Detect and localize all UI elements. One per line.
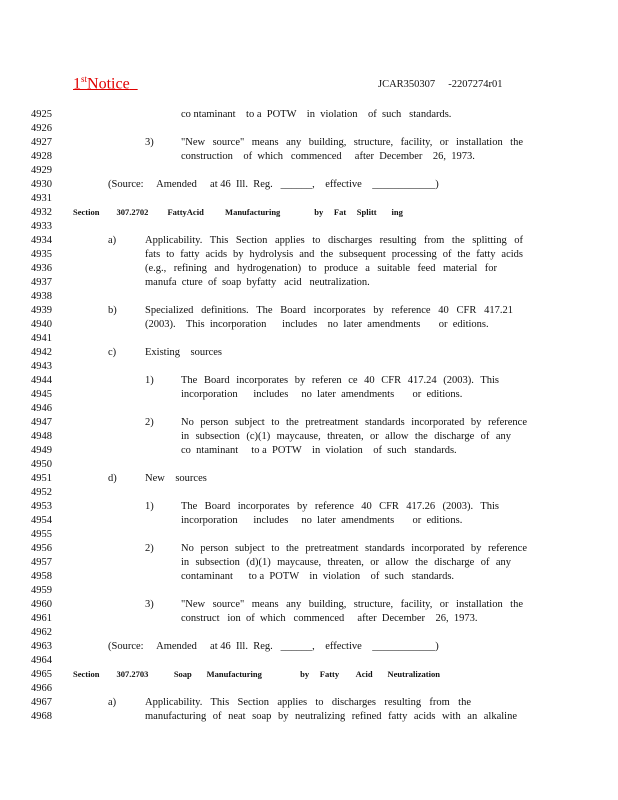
item-number: 2): [145, 543, 154, 554]
line-number: 4935: [31, 249, 52, 260]
line-number: 4962: [31, 627, 52, 638]
line-number: 4934: [31, 235, 52, 246]
line-number: 4945: [31, 389, 52, 400]
notice-label: [73, 74, 138, 93]
subsection-label: a): [108, 697, 117, 708]
line-number: 4932: [31, 207, 52, 218]
line-number: 4930: [31, 179, 52, 190]
body-line: manufacturing of neat soap by neutralizing refined fatty acids with an alkaline: [145, 711, 517, 722]
notice-word: Notice: [87, 75, 130, 93]
line-number: 4925: [31, 109, 52, 120]
body-line: "New source" means any building, structure, facility, or installation the: [181, 137, 523, 148]
line-number: 4959: [31, 585, 52, 596]
line-number: 4968: [31, 711, 52, 722]
subsection-title: New sources: [145, 473, 207, 484]
line-number: 4966: [31, 683, 52, 694]
line-number: 4946: [31, 403, 52, 414]
item-number: 1): [145, 375, 154, 386]
line-number: 4929: [31, 165, 52, 176]
line-number: 4964: [31, 655, 52, 666]
line-number: 4947: [31, 417, 52, 428]
line-number: 4967: [31, 697, 52, 708]
line-number: 4928: [31, 151, 52, 162]
line-number: 4949: [31, 445, 52, 456]
item-number: 3): [145, 599, 154, 610]
line-number: 4951: [31, 473, 52, 484]
line-number: 4963: [31, 641, 52, 652]
body-line: incorporation includes no later amendments or editions.: [181, 389, 463, 400]
line-number: 4927: [31, 137, 52, 148]
subsection-label: b): [108, 305, 117, 316]
subsection-label: a): [108, 235, 117, 246]
line-number: 4942: [31, 347, 52, 358]
item-number: 2): [145, 417, 154, 428]
body-line: (2003). This incorporation includes no later amendments or editions.: [145, 319, 489, 330]
line-number: 4939: [31, 305, 52, 316]
line-number: 4957: [31, 557, 52, 568]
body-line: fats to fatty acids by hydrolysis and the subsequent processing of the fatty acids: [145, 249, 523, 260]
line-number: 4965: [31, 669, 52, 680]
body-line: co ntaminant to a POTW in violation of such standards.: [181, 109, 452, 120]
body-line: No person subject to the pretreatment standards incorporated by reference: [181, 543, 527, 554]
line-number: 4936: [31, 263, 52, 274]
line-number: 4940: [31, 319, 52, 330]
body-line: (e.g., refining and hydrogenation) to produce a suitable feed material for: [145, 263, 497, 274]
body-line: construct ion of which commenced after December 26, 1973.: [181, 613, 478, 624]
body-line: The Board incorporates by referen ce 40 CFR 417.24 (2003). This: [181, 375, 499, 386]
line-number: 4937: [31, 277, 52, 288]
body-line: contaminant to a POTW in violation of such standards.: [181, 571, 455, 582]
line-number: 4954: [31, 515, 52, 526]
line-number: 4953: [31, 501, 52, 512]
line-number: 4948: [31, 431, 52, 442]
line-number: 4943: [31, 361, 52, 372]
source-note: (Source: Amended at 46 Ill. Reg. ______, effective ____________): [108, 641, 439, 652]
body-line: "New source" means any building, structure, facility, or installation the: [181, 599, 523, 610]
body-line: Specialized definitions. The Board incorporates by reference 40 CFR 417.21: [145, 305, 513, 316]
body-line: co ntaminant to a POTW in violation of such standards.: [181, 445, 457, 456]
section-heading-307-2702: Section 307.2702 FattyAcid Manufacturing by Fat Splitt ing: [73, 207, 403, 217]
body-line: manufa cture of soap byfatty acid neutralization.: [145, 277, 370, 288]
line-number: 4956: [31, 543, 52, 554]
line-number: 4938: [31, 291, 52, 302]
subsection-title: Existing sources: [145, 347, 222, 358]
subsection-label: c): [108, 347, 117, 358]
source-note: (Source: Amended at 46 Ill. Reg. ______, effective ____________): [108, 179, 439, 190]
body-line: Applicability. This Section applies to discharges resulting from the: [145, 697, 471, 708]
body-line: incorporation includes no later amendments or editions.: [181, 515, 463, 526]
line-number: 4955: [31, 529, 52, 540]
line-number: 4926: [31, 123, 52, 134]
item-number: 1): [145, 501, 154, 512]
line-number: 4960: [31, 599, 52, 610]
subsection-label: d): [108, 473, 117, 484]
body-line: Applicability. This Section applies to discharges resulting from the splitting of: [145, 235, 523, 246]
body-line: in subsection (d)(1) maycause, threaten, or allow the discharge of any: [181, 557, 511, 568]
line-number: 4958: [31, 571, 52, 582]
body-line: in subsection (c)(1) maycause, threaten, or allow the discharge of any: [181, 431, 511, 442]
line-number: 4933: [31, 221, 52, 232]
line-number: 4941: [31, 333, 52, 344]
notice-superscript: st: [81, 74, 88, 84]
line-number: 4952: [31, 487, 52, 498]
body-line: construction of which commenced after December 26, 1973.: [181, 151, 475, 162]
item-number: 3): [145, 137, 154, 148]
body-line: No person subject to the pretreatment standards incorporated by reference: [181, 417, 527, 428]
document-id: JCAR350307 -2207274r01: [378, 79, 503, 90]
section-heading-307-2703: Section 307.2703 Soap Manufacturing by Fatty Acid Neutralization: [73, 669, 440, 679]
notice-number: 1: [73, 75, 81, 93]
line-number: 4944: [31, 375, 52, 386]
line-number: 4961: [31, 613, 52, 624]
line-number: 4931: [31, 193, 52, 204]
body-line: The Board incorporates by reference 40 CFR 417.26 (2003). This: [181, 501, 499, 512]
line-number: 4950: [31, 459, 52, 470]
